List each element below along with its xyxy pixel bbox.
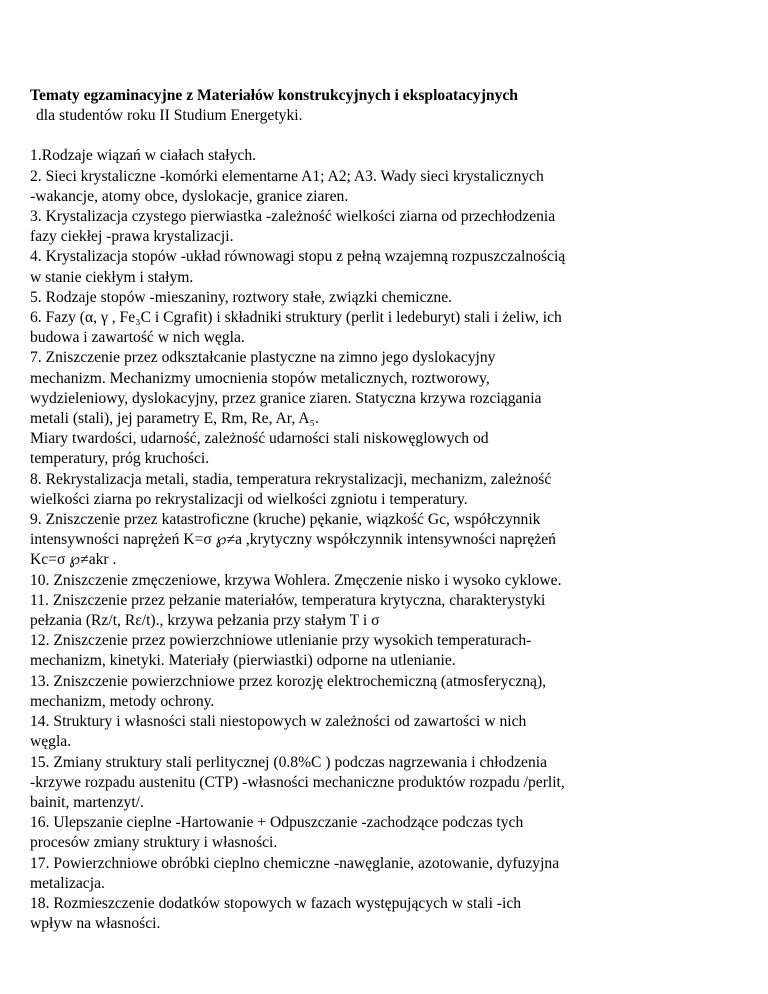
topic-item-14: 14. Struktury i własności stali niestopowych w zależności od zawartości w nich węgla. (30, 713, 527, 751)
document-subtitle: dla studentów roku II Studium Energetyki. (36, 107, 303, 125)
topic-item-3: 3. Krystalizacja czystego pierwiastka -zależność wielkości ziarna od przechłodzenia fazy ciekłej -prawa krystalizacji. (30, 208, 556, 246)
topic-item-2: 2. Sieci krystaliczne -komórki elementarne A1; A2; A3. Wady sieci krystalicznych -wakancje, atomy obce, dyslokacje, granice ziaren. (30, 167, 544, 205)
document-title: Tematy egzaminacyjne z Materiałów konstrukcyjnych i eksploatacyjnych (30, 87, 518, 104)
document-page (30, 86, 750, 934)
topic-list (30, 146, 750, 934)
topic-item-5: 5. Rodzaje stopów -mieszaniny, roztwory stałe, związki chemiczne. (30, 288, 453, 306)
topic-item-9: 9. Zniszczenie przez katastroficzne (kruche) pękanie, wiązkość Gc, współczynnik intensywności naprężeń K=σ ℘≠a ,krytyczny współczynnik intensywności naprężeń Kc=σ ℘≠akr . (30, 511, 556, 569)
topic-item-1: 1.Rodzaje wiązań w ciałach stałych. (30, 147, 257, 165)
topic-item-8: 8. Rekrystalizacja metali, stadia, temperatura rekrystalizacji, mechanizm, zależność wielkości ziarna po rekrystalizacji od wielkości zgniotu i temperatury. (30, 470, 552, 508)
topic-item-7: 7. Zniszczenie przez odkształcanie plastyczne na zimno jego dyslokacyjny mechanizm. Mechanizmy umocnienia stopów metalicznych, roztworowy, wydzieleniowy, dyslokacyjny, przez granice ziaren. Statyczna krzywa rozciągania metali (stali), jej parametry E, Rm, Re, Ar, A₅. Miary twardości, udarność, zależność udarności stali niskowęglowych od temperatury, próg kruchości. (30, 349, 542, 468)
topic-item-18: 18. Rozmieszczenie dodatków stopowych w fazach występujących w stali -ich wpływ na własności. (30, 894, 522, 933)
topic-item-11: 11. Zniszczenie przez pełzanie materiałów, temperatura krytyczna, charakterystyki pełzania (Rz/t, Rε/t)., krzywa pełzania przy stałym T i σ (30, 591, 546, 630)
topic-item-10: 10. Zniszczenie zmęczeniowe, krzywa Wohlera. Zmęczenie nisko i wysoko cyklowe. (30, 571, 562, 589)
topic-item-15: 15. Zmiany struktury stali perlitycznej (0.8%C ) podczas nagrzewania i chłodzenia -krzywe rozpadu austenitu (CTP) -własności mechaniczne produktów rozpadu /perlit, bainit, martenzyt/. (30, 753, 565, 811)
topic-item-6: 6. Fazy (α, γ , Fe₃C i Cgrafit) i składniki struktury (perlit i ledeburyt) stali i żeliw, ich budowa i zawartość w nich węgla. (30, 309, 562, 347)
topic-item-16: 16. Ulepszanie cieplne -Hartowanie + Odpuszczanie -zachodzące podczas tych procesów zmiany struktury i własności. (30, 814, 524, 852)
topic-item-17: 17. Powierzchniowe obróbki cieplno chemiczne -nawęglanie, azotowanie, dyfuzyjna metalizacja. (30, 854, 560, 892)
topic-item-4: 4. Krystalizacja stopów -układ równowagi stopu z pełną wzajemną rozpuszczalnością w stanie ciekłym i stałym. (30, 248, 566, 286)
topic-item-12: 12. Zniszczenie przez powierzchniowe utlenianie przy wysokich temperaturach- mechanizm, kinetyki. Materiały (pierwiastki) odporne na utlenianie. (30, 632, 532, 670)
topic-item-13: 13. Zniszczenie powierzchniowe przez korozję elektrochemiczną (atmosferyczną), mechanizm, metody ochrony. (30, 672, 547, 710)
